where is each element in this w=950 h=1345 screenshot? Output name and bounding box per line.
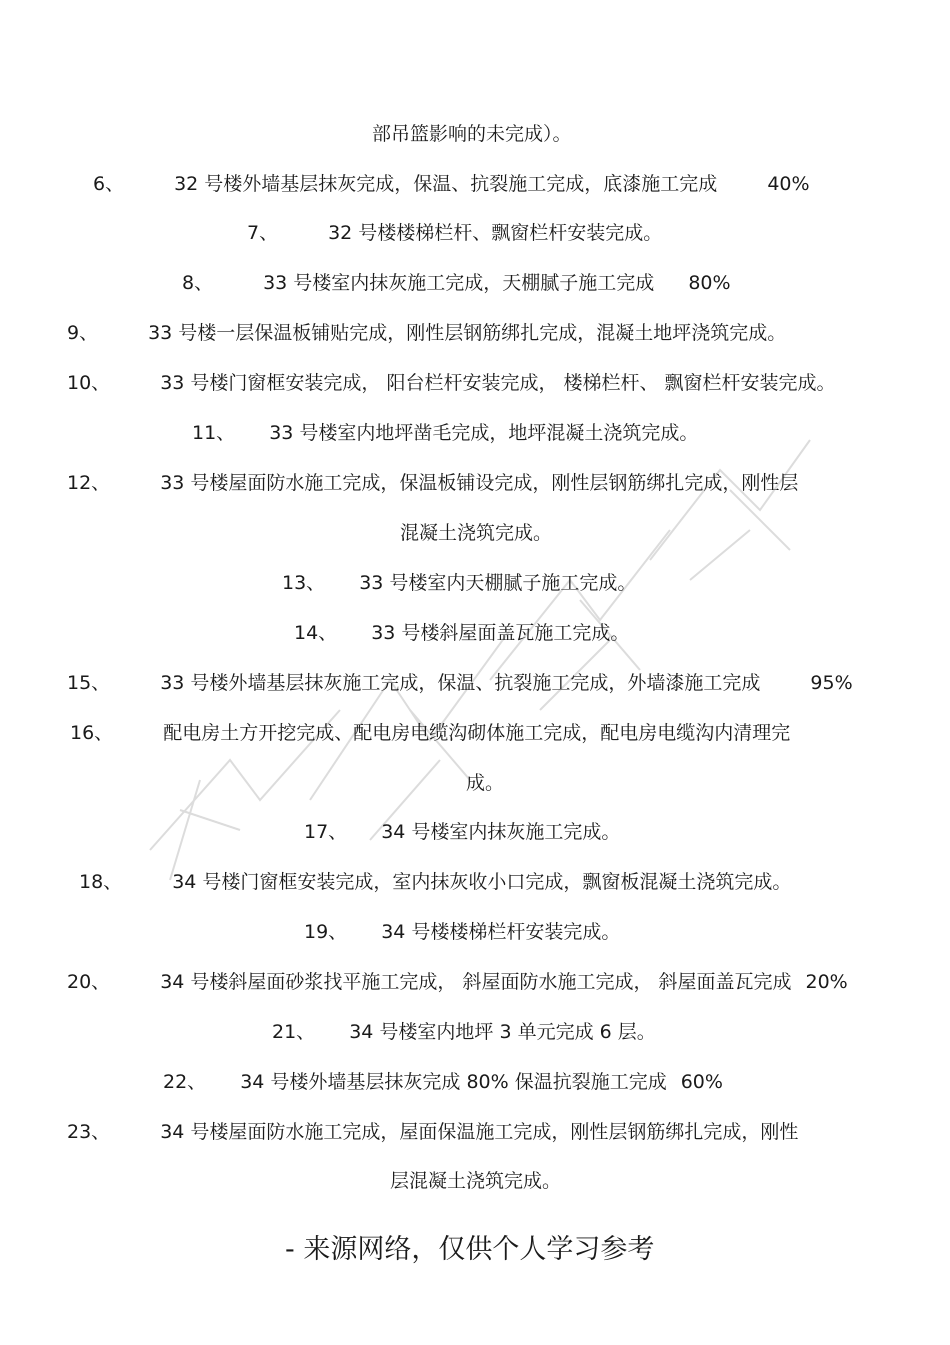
item-number: 15、 bbox=[67, 672, 111, 694]
item-text: 33 号楼屋面防水施工完成，保温板铺设完成，刚性层钢筋绑扎完成，刚性层 bbox=[160, 472, 799, 494]
item-text: 33 号楼一层保温板铺贴完成，刚性层钢筋绑扎完成，混凝土地坪浇筑完成。 bbox=[148, 322, 787, 344]
item-percent: 60% bbox=[680, 1071, 723, 1093]
list-item bbox=[192, 420, 698, 446]
item-text: 33 号楼室内地坪凿毛完成，地坪混凝土浇筑完成。 bbox=[269, 422, 699, 444]
item-number: 17、 bbox=[304, 821, 348, 843]
list-item bbox=[282, 570, 636, 596]
item-number: 12、 bbox=[67, 472, 111, 494]
item-text: 34 号楼外墙基层抹灰完成 80% 保温抗裂施工完成 bbox=[240, 1071, 667, 1093]
item-number: 11、 bbox=[192, 422, 236, 444]
item-number: 21、 bbox=[272, 1021, 316, 1043]
item-number: 6、 bbox=[93, 173, 125, 195]
item-text: 33 号楼门窗框安装完成， 阳台栏杆安装完成， 楼梯栏杆、 飘窗栏杆安装完成。 bbox=[160, 372, 836, 394]
item-number: 22、 bbox=[163, 1071, 207, 1093]
item-continuation: 成。 bbox=[466, 772, 505, 794]
list-item bbox=[247, 220, 662, 246]
item-number: 16、 bbox=[70, 722, 114, 744]
list-item bbox=[67, 370, 836, 396]
item-continuation: 部吊篮影响的未完成）。 bbox=[372, 123, 572, 145]
item-number: 10、 bbox=[67, 372, 111, 394]
list-item bbox=[70, 720, 790, 746]
list-item bbox=[67, 969, 848, 995]
list-item bbox=[294, 620, 629, 646]
item-percent: 20% bbox=[805, 971, 848, 993]
item-continuation: 混凝土浇筑完成。 bbox=[400, 522, 553, 544]
item-number: 14、 bbox=[294, 622, 338, 644]
item-text: 34 号楼门窗框安装完成，室内抹灰收小口完成，飘窗板混凝土浇筑完成。 bbox=[172, 871, 792, 893]
list-item bbox=[67, 320, 786, 346]
list-item bbox=[182, 270, 731, 296]
item-number: 20、 bbox=[67, 971, 111, 993]
list-item bbox=[304, 819, 620, 845]
list-item bbox=[163, 1069, 723, 1095]
item-text: 34 号楼室内抹灰施工完成。 bbox=[381, 821, 621, 843]
list-item bbox=[67, 1119, 798, 1145]
item-text: 34 号楼屋面防水施工完成，屋面保温施工完成，刚性层钢筋绑扎完成，刚性 bbox=[160, 1121, 799, 1143]
item-percent: 40% bbox=[767, 173, 810, 195]
list-item bbox=[67, 470, 798, 496]
item-number: 23、 bbox=[67, 1121, 111, 1143]
item-text: 33 号楼室内天棚腻子施工完成。 bbox=[359, 572, 637, 594]
item-text: 33 号楼室内抹灰施工完成，天棚腻子施工完成 bbox=[263, 272, 655, 294]
item-text: 配电房土方开挖完成、配电房电缆沟砌体施工完成，配电房电缆沟内清理完 bbox=[163, 722, 791, 744]
list-item bbox=[67, 670, 853, 696]
list-item bbox=[304, 919, 620, 945]
item-text: 32 号楼楼梯栏杆、飘窗栏杆安装完成。 bbox=[328, 222, 663, 244]
item-percent: 80% bbox=[688, 272, 731, 294]
item-number: 9、 bbox=[67, 322, 99, 344]
item-text: 34 号楼斜屋面砂浆找平施工完成， 斜屋面防水施工完成， 斜屋面盖瓦完成 bbox=[160, 971, 792, 993]
item-percent: 95% bbox=[810, 672, 853, 694]
item-text: 34 号楼室内地坪 3 单元完成 6 层。 bbox=[349, 1021, 656, 1043]
item-number: 19、 bbox=[304, 921, 348, 943]
item-continuation: 层混凝土浇筑完成。 bbox=[390, 1170, 562, 1192]
list-item bbox=[272, 1019, 656, 1045]
item-text: 34 号楼楼梯栏杆安装完成。 bbox=[381, 921, 621, 943]
item-text: 32 号楼外墙基层抹灰完成，保温、抗裂施工完成，底漆施工完成 bbox=[174, 173, 718, 195]
list-item bbox=[93, 171, 810, 197]
item-number: 18、 bbox=[79, 871, 123, 893]
item-text: 33 号楼斜屋面盖瓦施工完成。 bbox=[371, 622, 630, 644]
item-text: 33 号楼外墙基层抹灰施工完成，保温、抗裂施工完成，外墙漆施工完成 bbox=[160, 672, 761, 694]
list-item bbox=[79, 869, 791, 895]
item-number: 13、 bbox=[282, 572, 326, 594]
footer-note: - 来源网络，仅供个人学习参考 bbox=[285, 1234, 655, 1265]
item-number: 7、 bbox=[247, 222, 279, 244]
item-number: 8、 bbox=[182, 272, 214, 294]
